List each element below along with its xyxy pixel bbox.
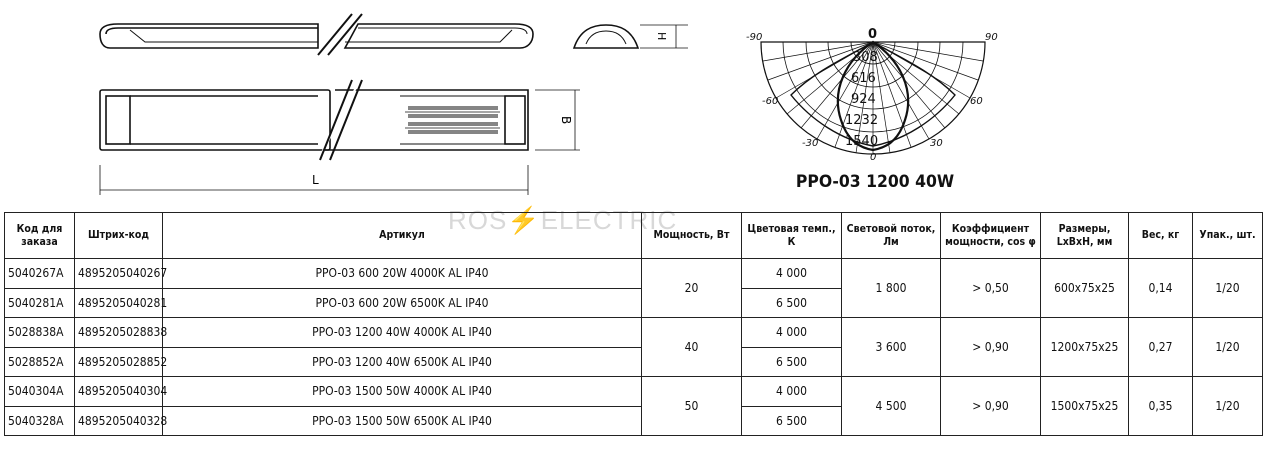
cell-power: 20 [642, 259, 742, 318]
table-row [5, 318, 1263, 348]
cell-article: PPO-03 1200 40W 4000K AL IP40 [163, 318, 642, 348]
cell-pack: 1/20 [1193, 377, 1263, 436]
cell-barcode: 4895205028838 [75, 318, 163, 348]
cell-code: 5028852A [5, 347, 75, 377]
cell-pack: 1/20 [1193, 259, 1263, 318]
header-size: Размеры, LxBxH, мм [1041, 213, 1129, 259]
cell-barcode: 4895205028852 [75, 347, 163, 377]
dimension-l-label: L [312, 173, 319, 187]
angle-label-neg30: -30 [802, 138, 819, 149]
cell-pf: > 0,50 [941, 259, 1041, 318]
angle-label-60: 60 [970, 96, 983, 107]
ring-label-1232: 1232 [845, 113, 879, 128]
cell-article: PPO-03 1500 50W 4000K AL IP40 [163, 377, 642, 407]
angle-label-neg90: -90 [746, 32, 763, 43]
ring-label-1540: 1540 [845, 134, 879, 149]
cell-article: PPO-03 600 20W 6500K AL IP40 [163, 288, 642, 318]
front-view-drawing [100, 80, 580, 195]
ring-label-924: 924 [851, 92, 876, 107]
cross-section-drawing [574, 25, 688, 48]
header-flux: Световой поток, Лм [842, 213, 941, 259]
cell-weight: 0,35 [1129, 377, 1193, 436]
ring-label-308: 308 [853, 50, 878, 65]
cell-article: PPO-03 1200 40W 6500K AL IP40 [163, 347, 642, 377]
header-weight: Вес, кг [1129, 213, 1193, 259]
polar-top-angle: 0 [868, 27, 878, 42]
cell-code: 5028838A [5, 318, 75, 348]
table-row [5, 377, 1263, 407]
header-code: Код для заказа [5, 213, 75, 259]
dimension-h-label: H [655, 32, 668, 41]
cell-temp: 4 000 [742, 377, 842, 407]
ring-label-616: 616 [851, 71, 876, 86]
header-article: Артикул [163, 213, 642, 259]
cell-flux: 1 800 [842, 259, 941, 318]
watermark-logo: ROS⚡ELECTRIC [448, 205, 678, 235]
cell-barcode: 4895205040281 [75, 288, 163, 318]
cell-article: PPO-03 1500 50W 6500K AL IP40 [163, 406, 642, 436]
cell-temp: 6 500 [742, 347, 842, 377]
cell-code: 5040328A [5, 406, 75, 436]
header-pack: Упак., шт. [1193, 213, 1263, 259]
cell-article: PPO-03 600 20W 4000K AL IP40 [163, 259, 642, 289]
dimension-b-label: B [559, 116, 573, 125]
side-profile-drawing [100, 14, 533, 55]
cell-power: 40 [642, 318, 742, 377]
cell-pf: > 0,90 [941, 318, 1041, 377]
cell-size: 1200x75x25 [1041, 318, 1129, 377]
cell-barcode: 4895205040304 [75, 377, 163, 407]
header-power: Мощность, Вт [642, 213, 742, 259]
cell-weight: 0,14 [1129, 259, 1193, 318]
cell-pf: > 0,90 [941, 377, 1041, 436]
cell-size: 600x75x25 [1041, 259, 1129, 318]
cell-temp: 4 000 [742, 259, 842, 289]
cell-temp: 6 500 [742, 288, 842, 318]
cell-flux: 4 500 [842, 377, 941, 436]
header-barcode: Штрих-код [75, 213, 163, 259]
cell-barcode: 4895205040328 [75, 406, 163, 436]
cell-flux: 3 600 [842, 318, 941, 377]
spec-table [4, 212, 1263, 436]
header-temp: Цветовая темп., К [742, 213, 842, 259]
cell-size: 1500x75x25 [1041, 377, 1129, 436]
cell-temp: 6 500 [742, 406, 842, 436]
polar-diagram-title: PPO-03 1200 40W [795, 172, 955, 192]
cell-barcode: 4895205040267 [75, 259, 163, 289]
cell-code: 5040304A [5, 377, 75, 407]
angle-label-90: 90 [985, 32, 998, 43]
cell-code: 5040267A [5, 259, 75, 289]
cell-temp: 4 000 [742, 318, 842, 348]
cell-code: 5040281A [5, 288, 75, 318]
cell-weight: 0,27 [1129, 318, 1193, 377]
polar-bottom-angle: 0 [870, 152, 877, 163]
header-pf: Коэффициент мощности, cos φ [941, 213, 1041, 259]
angle-label-neg60: -60 [762, 96, 779, 107]
cell-pack: 1/20 [1193, 318, 1263, 377]
technical-drawing [0, 0, 1200, 210]
table-header-row [5, 213, 1263, 259]
table-row [5, 259, 1263, 289]
cell-power: 50 [642, 377, 742, 436]
angle-label-30: 30 [930, 138, 943, 149]
